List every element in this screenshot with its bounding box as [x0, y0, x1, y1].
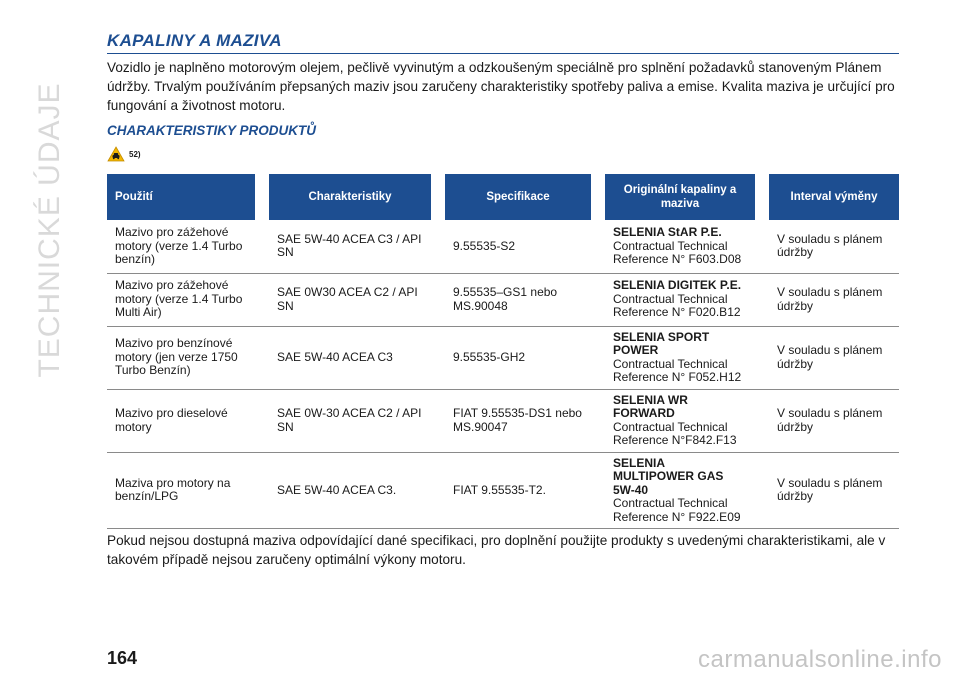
cell-interval: V souladu s plánem údržby: [769, 220, 899, 273]
cell-specification: 9.55535–GS1 nebo MS.90048: [445, 273, 591, 326]
cell-use: Mazivo pro zážehové motory (verze 1.4 Turbo Multi Air): [107, 273, 255, 326]
site-watermark: carmanualsonline.info: [698, 646, 942, 673]
cell-use: Mazivo pro zážehové motory (verze 1.4 Turbo benzín): [107, 220, 255, 273]
cell-interval: V souladu s plánem údržby: [769, 326, 899, 389]
closing-paragraph: Pokud nejsou dostupná maziva odpovídající dané specifikaci, pro doplnění použijte produkty s uvedenými charakteristikami, ale v takovém případě nejsou zaručeny optimální výkony motoru.: [107, 533, 886, 567]
cell-original-fluid: [605, 326, 755, 389]
header-specification: Specifikace: [445, 174, 591, 220]
oil-name: SELENIA DIGITEK P.E.: [613, 278, 742, 293]
cell-interval: V souladu s plánem údržby: [769, 389, 899, 452]
cell-specification: FIAT 9.55535-T2.: [445, 452, 591, 529]
cell-original-fluid: [605, 389, 755, 452]
oil-reference: Contractual Technical Reference N°F842.F13: [613, 419, 737, 447]
cell-interval: V souladu s plánem údržby: [769, 452, 899, 529]
oil-reference: Contractual Technical Reference N° F603.D08: [613, 238, 742, 266]
header-characteristics: Charakteristiky: [269, 174, 431, 220]
warning-note-number: 52): [129, 149, 141, 159]
car-warning-icon: [107, 146, 125, 162]
table-row: [107, 389, 899, 452]
table-row: [107, 273, 899, 326]
cell-characteristics: SAE 0W-30 ACEA C2 / API SN: [269, 389, 431, 452]
cell-characteristics: SAE 5W-40 ACEA C3 / API SN: [269, 220, 431, 273]
oil-reference: Contractual Technical Reference N° F052.H12: [613, 356, 742, 384]
page-number: 164: [107, 648, 138, 668]
subheading: CHARAKTERISTIKY PRODUKTŮ: [107, 123, 317, 138]
header-original-fluids: Originální kapaliny a maziva: [605, 174, 755, 220]
oil-name: SELENIA MULTIPOWER GAS 5W-40: [613, 455, 724, 497]
table-row: [107, 452, 899, 529]
header-use: Použití: [107, 174, 255, 220]
cell-characteristics: SAE 0W30 ACEA C2 / API SN: [269, 273, 431, 326]
cell-characteristics: SAE 5W-40 ACEA C3: [269, 326, 431, 389]
page-heading: KAPALINY A MAZIVA: [107, 31, 899, 54]
cell-use: Maziva pro motory na benzín/LPG: [107, 452, 255, 529]
cell-specification: 9.55535-GH2: [445, 326, 591, 389]
cell-specification: FIAT 9.55535-DS1 nebo MS.90047: [445, 389, 591, 452]
cell-specification: 9.55535-S2: [445, 220, 591, 273]
oil-reference: Contractual Technical Reference N° F020.B12: [613, 291, 741, 320]
intro-paragraph: Vozidlo je naplněno motorovým olejem, pečlivě vyvinutým a odzkoušeným speciálně pro splnění požadavků stanoveným Plánem údržby. Trvalým používáním přepsaných maziv jsou zaručeny charakteristiky spotřeby paliva a emise. Kvalita maziva je určující pro fungování a životnost motoru.: [107, 60, 895, 113]
table-row: [107, 220, 899, 273]
section-side-title: TECHNICKÉ ÚDAJE: [33, 82, 66, 378]
warning-reference: [107, 144, 899, 164]
oil-name: SELENIA StAR P.E.: [613, 225, 722, 239]
cell-characteristics: SAE 5W-40 ACEA C3.: [269, 452, 431, 529]
table-header-row: [107, 174, 899, 220]
page-content: [107, 31, 899, 569]
header-change-interval: Interval výměny: [769, 174, 899, 220]
cell-use: Mazivo pro benzínové motory (jen verze 1750 Turbo Benzín): [107, 326, 255, 389]
cell-original-fluid: [605, 220, 755, 273]
oil-reference: Contractual Technical Reference N° F922.E09: [613, 496, 741, 524]
lubricants-table: [107, 174, 899, 529]
oil-name: SELENIA SPORT POWER: [613, 329, 710, 357]
cell-original-fluid: [605, 452, 755, 529]
cell-use: Mazivo pro dieselové motory: [107, 389, 255, 452]
cell-interval: V souladu s plánem údržby: [769, 273, 899, 326]
cell-original-fluid: [605, 273, 755, 326]
oil-name: SELENIA WR FORWARD: [613, 392, 688, 420]
table-row: [107, 326, 899, 389]
